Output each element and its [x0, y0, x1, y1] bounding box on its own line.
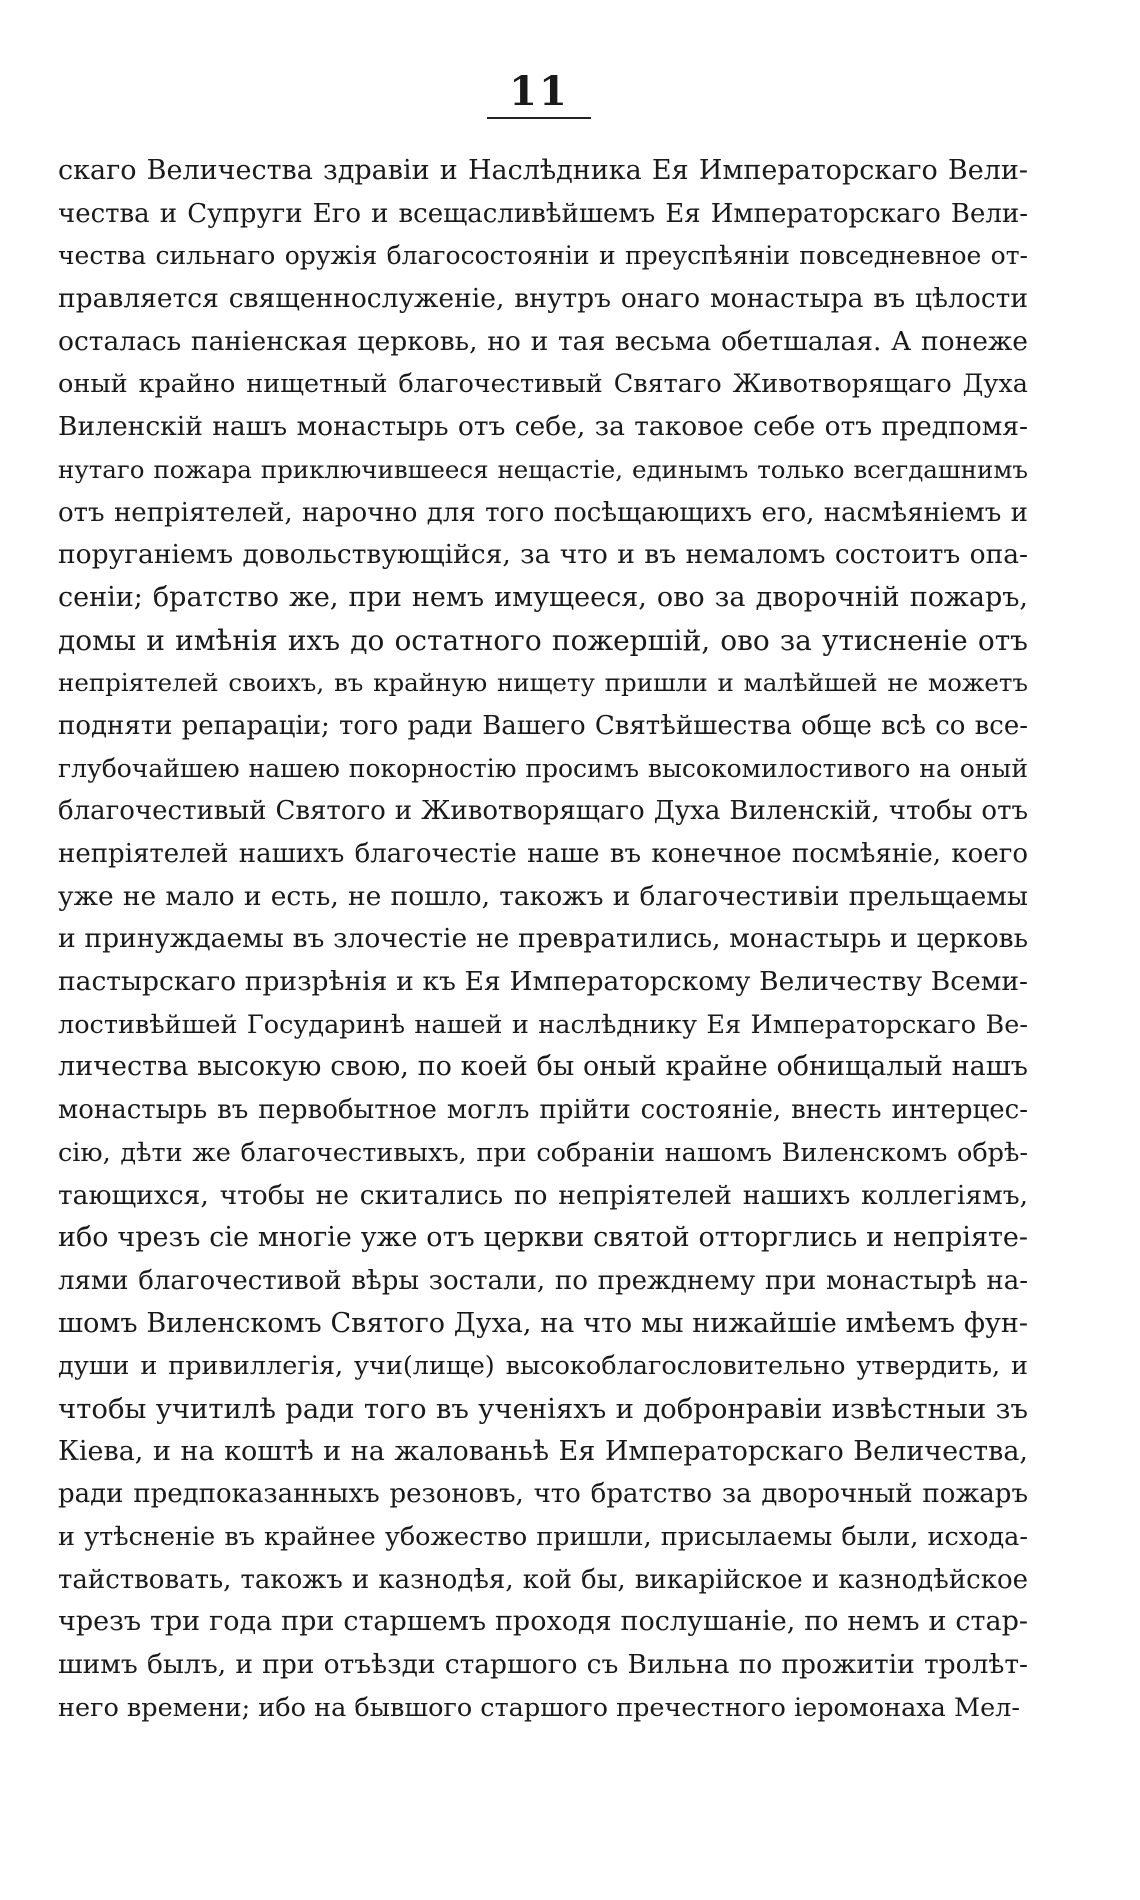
text-line: ибо чрезъ сіе многіе уже отъ церкви святой отторглись и непріяте- [58, 1222, 1028, 1254]
text-line: благочестивый Святого и Животворящаго Духа Виленскій, чтобы отъ [58, 796, 1028, 827]
text-line: лостивѣйшей Государинѣ нашей и наслѣднику Ея Императорскаго Ве- [58, 1009, 1028, 1040]
text-line: и принуждаемы въ злочестіе не превратились, монастырь и церковь [58, 923, 1028, 955]
text-line: оный крайно нищетный благочестивый Святаго Животворящаго Духа [58, 369, 1028, 400]
text-line: сеніи; братство же, при немъ имущееся, ово за дворочній пожаръ, [58, 581, 1028, 613]
text-line: непріятелей нашихъ благочестіе наше въ конечное посмѣяніе, коего [58, 839, 1028, 869]
text-line: чтобы учитилѣ ради того въ ученіяхъ и добронравіи извѣстныи зъ [58, 1392, 1028, 1425]
text-line: поруганіемъ довольствующійся, за что и въ немаломъ состоитъ опа- [58, 539, 1028, 571]
text-line: пастырскаго призрѣнія и къ Ея Императорскому Величеству Всеми- [58, 966, 1028, 998]
text-line: ради предпоказанныхъ резоновъ, что братство за дворочный пожаръ [58, 1479, 1028, 1510]
text-line: скаго Величества здравіи и Наслѣдника Ея Императорскаго Вели- [58, 155, 1028, 186]
text-line: Кіева, и на коштѣ и на жалованьѣ Ея Императорскаго Величества, [58, 1435, 1028, 1467]
text-line: монастырь въ первобытное моглъ прійти состояніе, внесть интерцес- [58, 1095, 1028, 1126]
text-line: тайствовать, такожъ и казнодѣя, кой бы, викарійское и казнодѣйское [58, 1564, 1028, 1595]
text-line: уже не мало и есть, не пошло, такожъ и благочестивіи прельщаемы [58, 880, 1028, 912]
text-line: шимъ былъ, и при отъѣзди старшого съ Вильна по прожитіи тролѣт- [58, 1649, 1028, 1681]
text-line: осталась паніенская церковь, но и тая весьма обетшалая. А понеже [58, 325, 1028, 357]
text-line: отъ непріятелей, нарочно для того посѣщающихъ его, насмѣяніемъ и [58, 497, 1028, 528]
text-line: лями благочестивой вѣры зостали, по прежднему при монастырѣ на- [58, 1265, 1028, 1296]
text-line: правляется священнослуженіе, внутръ онаго монастыра въ цѣлости [58, 283, 1028, 315]
text-line: сію, дѣти же благочестивыхъ, при собраніи нашомъ Виленскомъ обрѣ- [58, 1137, 1028, 1168]
body-text [58, 150, 1028, 1729]
text-line: Виленскій нашъ монастырь отъ себе, за таковое себе отъ предпомя- [58, 411, 1028, 443]
text-line: нутаго пожара приключившееся нещастіе, единымъ только всегдашнимъ [58, 454, 1028, 484]
text-line: чрезъ три года при старшемъ проходя послушаніе, по немъ и стар- [58, 1606, 1028, 1638]
page-number-rule [487, 117, 591, 119]
text-line: домы и имѣнія ихъ до остатного пожершій, ово за утисненіе отъ [58, 623, 1028, 657]
text-line: непріятелей своихъ, въ крайную нищету пришли и малѣйшей не можетъ [58, 668, 1028, 698]
text-line: чества сильнаго оружія благосостояніи и преуспѣяніи повседневное от- [58, 241, 1028, 271]
text-line: души и привиллегія, учи(лище) высокоблагословительно утвердить, и [58, 1351, 1028, 1382]
text-line: чества и Супруги Его и всещасливѣйшемъ Ея Императорскаго Вели- [58, 198, 1028, 229]
text-line: глубочайшею нашею покорностію просимъ высокомилостивого на оный [58, 753, 1028, 783]
text-line: и утѣсненіе въ крайнее убожество пришли, присылаемы были, исхода- [58, 1522, 1028, 1552]
text-line: подняти репараціи; того ради Вашего Святѣйшества обще всѣ со все- [58, 710, 1028, 741]
text-line: него времени; ибо на бывшого старшого пречестного іеромонаха Мел- [58, 1692, 1021, 1723]
text-line: личества высокую свою, по коей бы оный крайне обнищалый нашъ [58, 1051, 1028, 1083]
text-line: тающихся, чтобы не скитались по непріятелей нашихъ коллегіямъ, [58, 1179, 1028, 1211]
text-line: шомъ Виленскомъ Святого Духа, на что мы нижайшіе имѣемъ фун- [58, 1307, 1028, 1339]
page-number: 11 [509, 68, 569, 115]
